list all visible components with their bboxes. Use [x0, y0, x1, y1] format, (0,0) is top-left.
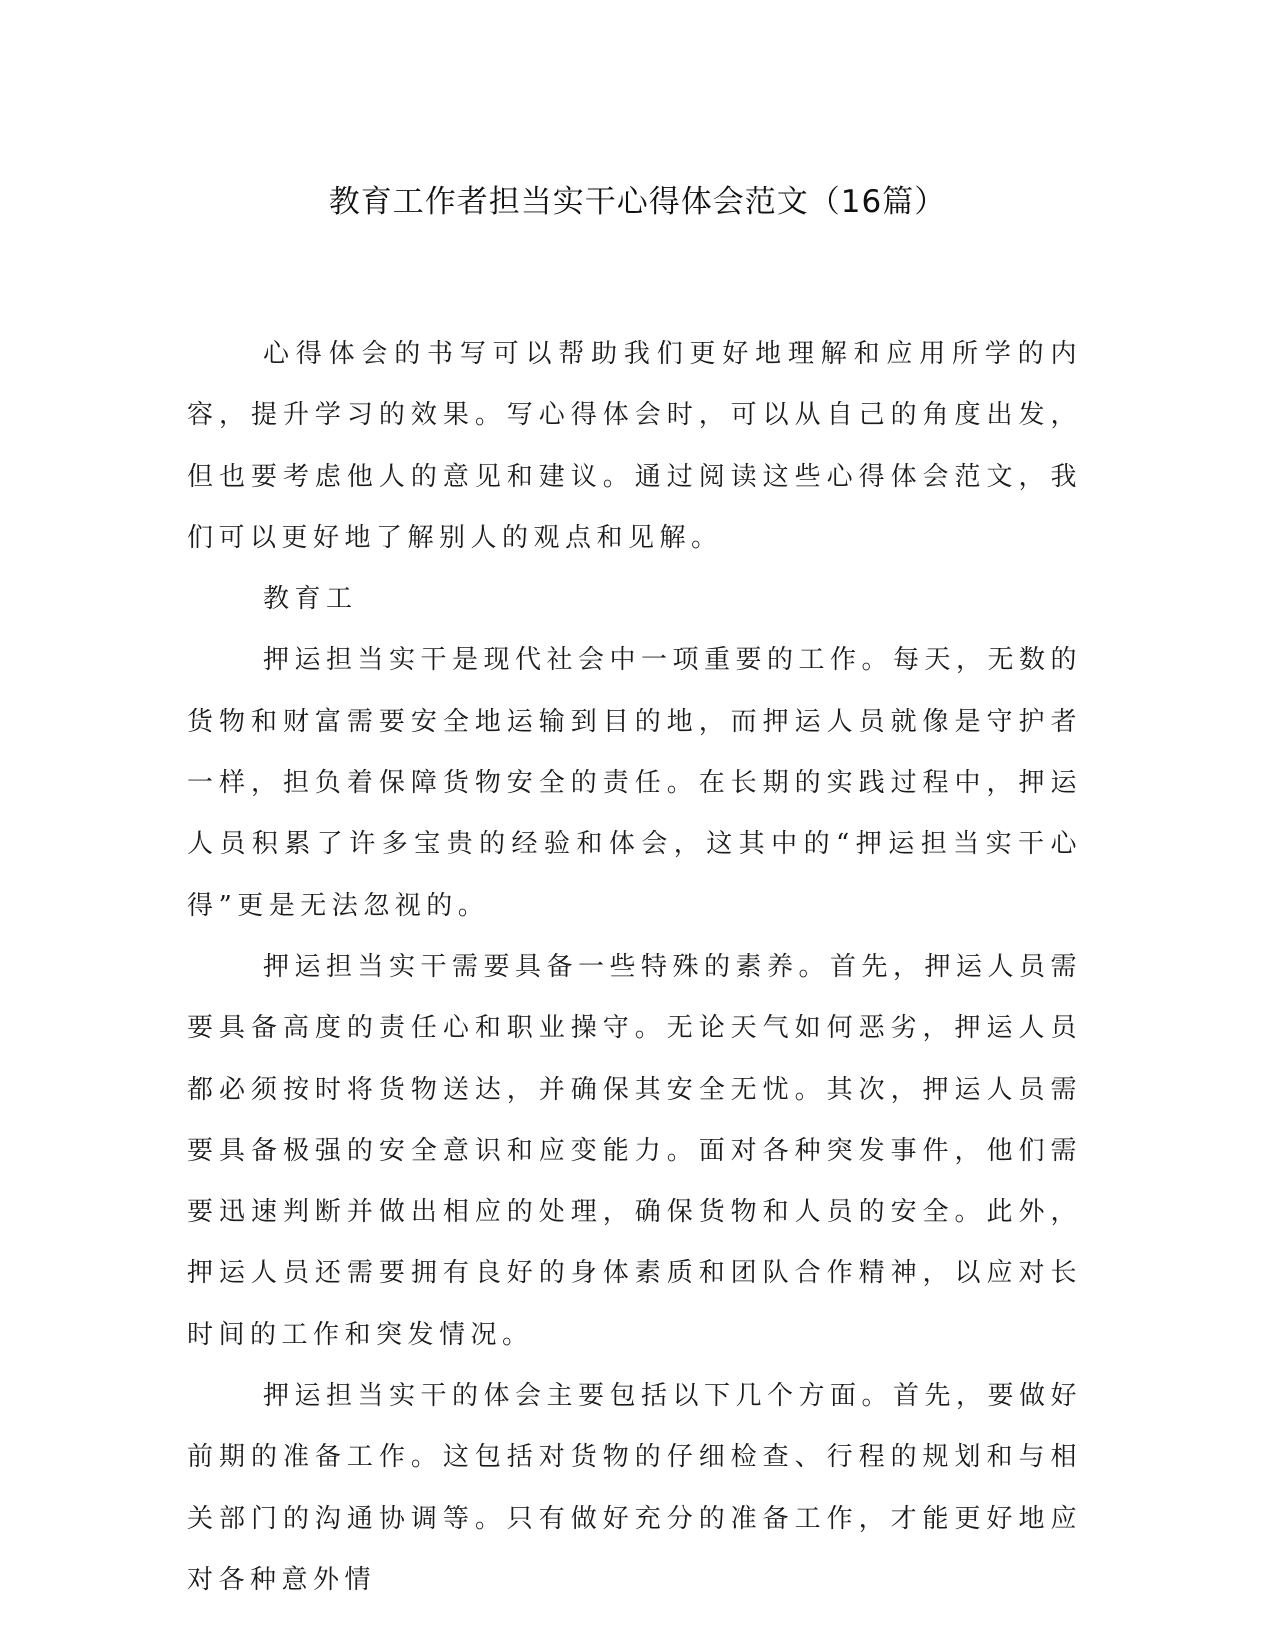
document-title: 教育工作者担当实干心得体会范文（16篇） [328, 184, 947, 220]
paragraph-section-label: 教育工 [263, 584, 358, 615]
paragraph-intro: 心得体会的书写可以帮助我们更好地理解和应用所学的内容，提升学习的效果。写心得体会时，可以从自己的角度出发，但也要考虑他人的意见和建议。通过阅读这些心得体会范文，我们可以更好地了解别人的观点和见解。 [187, 339, 1082, 553]
document-body [187, 324, 1082, 1611]
paragraph-experience: 押运担当实干的体会主要包括以下几个方面。首先，要做好前期的准备工作。这包括对货物的仔细检查、行程的规划和与相关部门的沟通协调等。只有做好充分的准备工作，才能更好地应对各种意外情 [187, 1381, 1083, 1595]
paragraph-escort-work: 押运担当实干是现代社会中一项重要的工作。每天，无数的货物和财富需要安全地运输到目的地，而押运人员就像是守护者一样，担负着保障货物安全的责任。在长期的实践过程中，押运人员积累了许多宝贵的经验和体会，这其中的“押运担当实干心得”更是无法忽视的。 [187, 645, 1083, 921]
paragraph-qualities: 押运担当实干需要具备一些特殊的素养。首先，押运人员需要具备高度的责任心和职业操守。无论天气如何恶劣，押运人员都必须按时将货物送达，并确保其安全无忧。其次，押运人员需要具备极强的安全意识和应变能力。面对各种突发事件，他们需要迅速判断并做出相应的处理，确保货物和人员的安全。此外，押运人员还需要拥有良好的身体素质和团队合作精神，以应对长时间的工作和突发情况。 [187, 951, 1083, 1350]
